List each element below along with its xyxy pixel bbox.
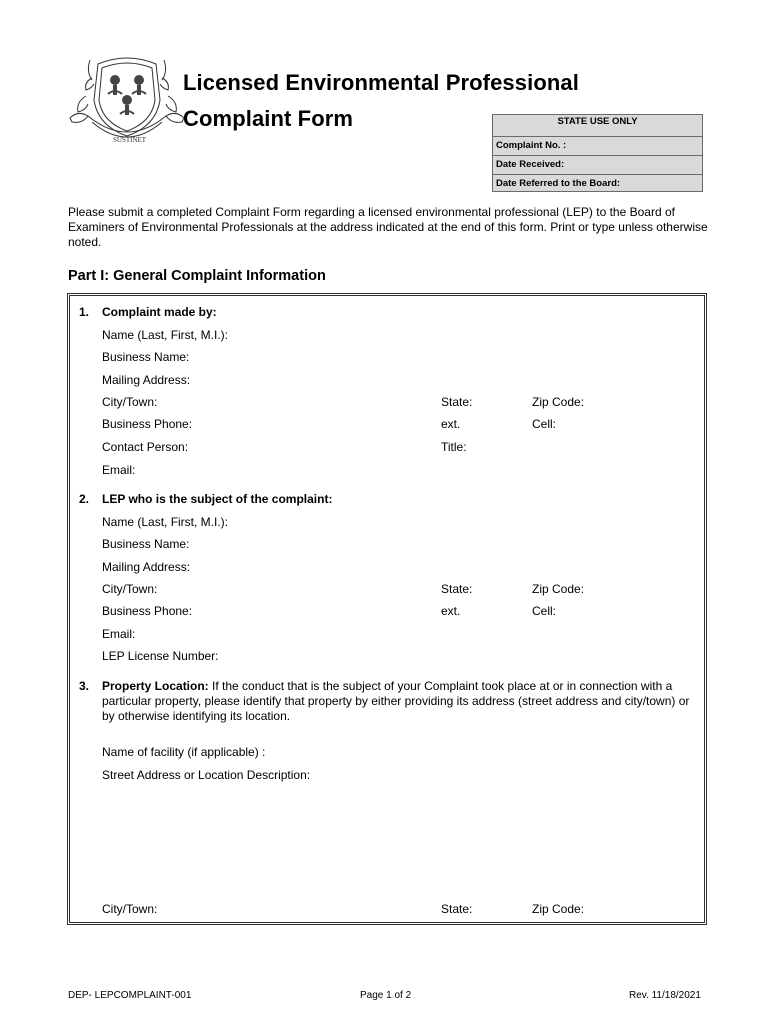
state-use-header: STATE USE ONLY (493, 115, 702, 137)
s2-state-label[interactable]: State: (441, 582, 473, 596)
s1-cell-label[interactable]: Cell: (532, 417, 557, 431)
s2-name-label[interactable]: Name (Last, First, M.I.): (102, 515, 229, 529)
date-referred-field: Date Referred to the Board: (496, 178, 621, 189)
section3-paragraph (102, 679, 702, 724)
s1-state-label[interactable]: State: (441, 395, 473, 409)
connecticut-state-seal-icon (68, 50, 186, 154)
footer-form-id: DEP- LEPCOMPLAINT-001 (68, 990, 192, 1001)
s3-city-label[interactable]: City/Town: (102, 902, 158, 916)
date-received-field: Date Received: (493, 156, 702, 175)
section1-heading: Complaint made by: (102, 305, 217, 319)
s3-facility-label[interactable]: Name of facility (if applicable) : (102, 745, 266, 759)
section3-heading: Property Location: (102, 679, 209, 693)
s2-business-name-label[interactable]: Business Name: (102, 537, 190, 551)
s3-street-label[interactable]: Street Address or Location Description: (102, 768, 311, 782)
s1-mailing-address-label[interactable]: Mailing Address: (102, 373, 191, 387)
s2-ext-label[interactable]: ext. (441, 604, 461, 618)
s2-zip-label[interactable]: Zip Code: (532, 582, 585, 596)
s1-contact-person-label[interactable]: Contact Person: (102, 440, 189, 454)
s2-business-phone-label[interactable]: Business Phone: (102, 604, 193, 618)
s1-business-phone-label[interactable]: Business Phone: (102, 417, 193, 431)
form-title-line2: Complaint Form (183, 106, 354, 131)
complaint-no-field: Complaint No. : (493, 137, 702, 156)
footer-revision: Rev. 11/18/2021 (629, 990, 701, 1001)
s2-city-label[interactable]: City/Town: (102, 582, 158, 596)
s2-license-label[interactable]: LEP License Number: (102, 649, 219, 663)
s1-ext-label[interactable]: ext. (441, 417, 461, 431)
section3-number: 3. (79, 679, 90, 693)
s2-cell-label[interactable]: Cell: (532, 604, 557, 618)
s1-name-label[interactable]: Name (Last, First, M.I.): (102, 328, 229, 342)
footer-page-number: Page 1 of 2 (360, 990, 412, 1001)
section2-heading: LEP who is the subject of the complaint: (102, 492, 333, 506)
part-one-title: Part I: General Complaint Information (68, 268, 326, 284)
s2-email-label[interactable]: Email: (102, 627, 136, 641)
state-use-only-box (492, 114, 703, 192)
s1-email-label[interactable]: Email: (102, 463, 136, 477)
s1-city-label[interactable]: City/Town: (102, 395, 158, 409)
s1-business-name-label[interactable]: Business Name: (102, 350, 190, 364)
s1-title-label[interactable]: Title: (441, 440, 467, 454)
s1-zip-label[interactable]: Zip Code: (532, 395, 585, 409)
intro-paragraph: Please submit a completed Complaint Form regarding a licensed environmental professional (LEP) to the Board of Examiners of Environmental Professionals at the address indicated at the end of this form. Print or type unless otherwise noted. (68, 205, 708, 249)
section1-number: 1. (79, 305, 90, 319)
svg-text:SUSTINET: SUSTINET (113, 136, 147, 144)
s3-state-label[interactable]: State: (441, 902, 473, 916)
section2-number: 2. (79, 492, 90, 506)
s2-mailing-address-label[interactable]: Mailing Address: (102, 560, 191, 574)
form-title-line1: Licensed Environmental Professional (183, 70, 579, 95)
s3-zip-label[interactable]: Zip Code: (532, 902, 585, 916)
section3-text: If the conduct that is the subject of your Complaint took place at or in connection with a particular property, please identify that property by either providing its address (street address and city/town) or by otherwise identifying its location. (102, 679, 690, 723)
